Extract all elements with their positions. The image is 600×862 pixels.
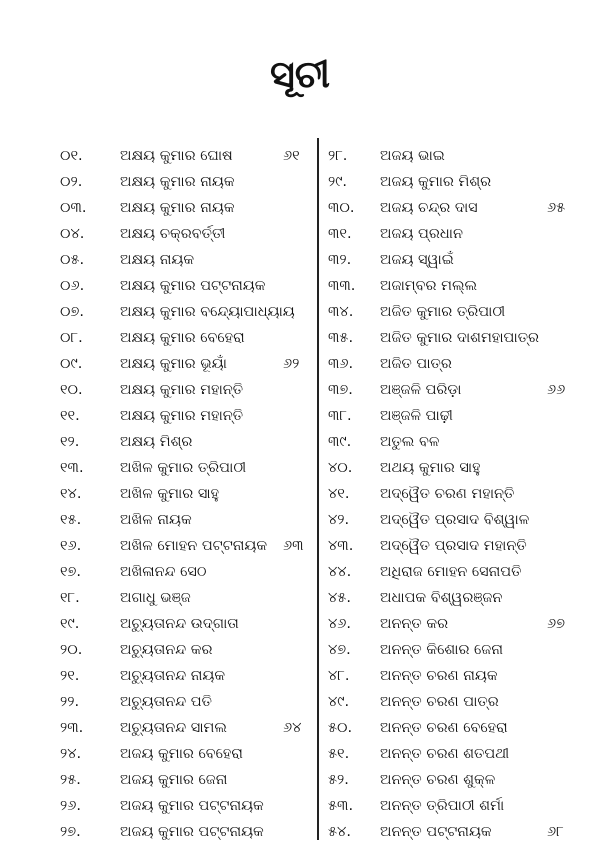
index-entry — [320, 247, 600, 273]
entry-name: ଅଜୟ ଚନ୍ଦ୍ର ଦାସ — [380, 200, 478, 216]
entry-num: ୫୪. — [328, 824, 351, 840]
index-entry — [320, 481, 600, 507]
entry-num: ୩୮. — [328, 408, 352, 424]
entry-name: ଅଚ୍ୟୁତାନନ୍ଦ ସାମଲ — [120, 720, 227, 736]
index-entry — [320, 585, 600, 611]
index-entry — [0, 767, 316, 793]
entry-num: ୪୯. — [328, 694, 350, 710]
entry-name: ଅକ୍ଷୟ କୁମାର ମହାନ୍ତି — [120, 408, 244, 424]
entry-name: ଅଜିତ କୁମାର ତ୍ରିପାଠୀ — [380, 304, 506, 320]
index-entry — [0, 351, 316, 377]
index-entry — [0, 325, 316, 351]
index-entry — [320, 559, 600, 585]
index-entry — [0, 377, 316, 403]
entry-num: ୪୪. — [328, 564, 352, 580]
entry-num: ୧୬. — [60, 538, 82, 554]
index-entry — [320, 715, 600, 741]
entry-name: ଅଜୟ କୁମାର ବେହେରା — [120, 746, 243, 762]
entry-num: ୫୦. — [328, 720, 353, 736]
entry-name: ଅନନ୍ତ ତ୍ରିପାଠୀ ଶର୍ମା — [380, 798, 505, 814]
entry-name: ଅକ୍ଷୟ କୁମାର ଭୂୟାଁ — [120, 356, 227, 372]
entry-num: ୧୨. — [60, 434, 80, 450]
entry-name: ଅଖିଳ କୁମାର ସାହୁ — [120, 486, 220, 502]
index-entry — [0, 559, 316, 585]
entry-name: ଅଚ୍ୟୁତାନନ୍ଦ ପତି — [120, 694, 212, 710]
entry-name: ଅକ୍ଷୟ ଚକ୍ରବର୍ତ୍ତୀ — [120, 226, 226, 242]
index-entry — [320, 325, 600, 351]
page-title: ସୂଚୀ — [269, 52, 331, 96]
entry-num: ୨୬. — [60, 798, 81, 814]
entry-num: ୦୩. — [60, 200, 87, 216]
index-entry — [0, 507, 316, 533]
index-entry — [320, 767, 600, 793]
index-entry — [320, 507, 600, 533]
entry-name: ଅନନ୍ତ ପଟ୍ଟନାୟକ — [380, 824, 492, 840]
entry-name: ଅକ୍ଷୟ କୁମାର ନାୟକ — [120, 174, 235, 190]
entry-name: ଅଜୟ ସ୍ୱାଇଁ — [380, 252, 454, 268]
index-entry — [0, 611, 316, 637]
entry-num: ୦୬. — [60, 278, 85, 294]
index-entry — [320, 351, 600, 377]
index-entry — [0, 715, 316, 741]
index-entry — [0, 455, 316, 481]
entry-num: ୩୬. — [328, 356, 354, 372]
entry-num: ୧୭. — [60, 564, 82, 580]
column-divider — [317, 138, 319, 840]
index-entry — [0, 819, 316, 845]
entry-num: ୨୨. — [60, 694, 80, 710]
index-entry — [0, 585, 316, 611]
entry-name: ଅଥୟ କୁମାର ସାହୁ — [380, 460, 481, 476]
entry-num: ୧୯. — [60, 616, 80, 632]
index-entry — [0, 481, 316, 507]
entry-name: ଅଧାପକ ବିଶ୍ୱରଞ୍ଜନ — [380, 590, 503, 606]
index-entry — [0, 429, 316, 455]
index-entry — [320, 533, 600, 559]
index-entry — [0, 533, 316, 559]
entry-name: ଅଜିତ କୁମାର ଦାଶମହାପାତ୍ର — [380, 330, 540, 346]
right-column — [320, 143, 600, 845]
index-entry — [320, 429, 600, 455]
entry-page: ୬୬ — [547, 382, 566, 398]
entry-page: ୬୭ — [547, 616, 565, 632]
entry-num: ୨୮. — [328, 148, 348, 164]
entry-num: ୪୦. — [328, 460, 353, 476]
index-entry — [320, 663, 600, 689]
index-entry — [320, 637, 600, 663]
entry-num: ୩୦. — [328, 200, 355, 216]
entry-name: ଅଞ୍ଜଳି ପାଢ଼ୀ — [380, 408, 453, 424]
entry-page: ୬୨ — [283, 356, 300, 372]
entry-num: ୫୨. — [328, 772, 349, 788]
entry-name: ଅତୁଲ ବଳ — [380, 434, 440, 450]
entry-name: ଅଚ୍ୟୁତାନନ୍ଦ ନାୟକ — [120, 668, 226, 684]
entry-num: ୧୫. — [60, 512, 82, 528]
entry-page: ୬୩ — [283, 538, 304, 554]
entry-name: ଅଦ୍ୱୈତ ଚରଣ ମହାନ୍ତି — [380, 486, 515, 502]
index-entry — [0, 403, 316, 429]
entry-num: ୧୩. — [60, 460, 84, 476]
entry-name: ଅଖିଳାନନ୍ଦ ସେଠ — [120, 564, 207, 580]
entry-num: ୩୯. — [328, 434, 352, 450]
entry-name: ଅକ୍ଷୟ କୁମାର ମହାନ୍ତି — [120, 382, 244, 398]
entry-name: ଅକ୍ଷୟ କୁମାର ବେହେରା — [120, 330, 245, 346]
entry-name: ଅଜାମ୍ବର ମଲ୍ଲ — [380, 278, 478, 294]
index-entry — [0, 247, 316, 273]
entry-num: ୪୬. — [328, 616, 352, 632]
entry-name: ଅଦ୍ୱୈତ ପ୍ରସାଦ ବିଶ୍ୱାଳ — [380, 512, 530, 528]
entry-num: ୪୭. — [328, 642, 351, 658]
entry-num: ୦୪. — [60, 226, 85, 242]
entry-num: ୦୭. — [60, 304, 84, 320]
index-entry — [320, 689, 600, 715]
entry-name: ଅନନ୍ତ ଚରଣ ଶତପଥୀ — [380, 746, 510, 762]
index-entry — [0, 299, 316, 325]
entry-num: ୨୪. — [60, 746, 82, 762]
entry-name: ଅକ୍ଷୟ ନାୟକ — [120, 252, 195, 268]
index-entry — [320, 819, 600, 845]
entry-name: ଅକ୍ଷୟ କୁମାର ନାୟକ — [120, 200, 235, 216]
entry-num: ୩୪. — [328, 304, 354, 320]
index-entry — [320, 299, 600, 325]
entry-name: ଅକ୍ଷୟ କୁମାର ପଟ୍ଟନାୟକ — [120, 278, 266, 294]
entry-name: ଅନନ୍ତ ଚରଣ ନାୟକ — [380, 668, 498, 684]
entry-num: ୧୪. — [60, 486, 82, 502]
index-entry — [0, 793, 316, 819]
entry-name: ଅଚ୍ୟୁତାନନ୍ଦ କର — [120, 642, 213, 658]
entry-num: ୦୯. — [60, 356, 83, 372]
entry-name: ଅଜୟ କୁମାର ଜେନା — [120, 772, 228, 788]
entry-name: ଅଧିରାଜ ମୋହନ ସେନାପତି — [380, 564, 522, 580]
entry-name: ଅଜିତ ପାତ୍ର — [380, 356, 452, 372]
entry-num: ୧୧. — [60, 408, 80, 424]
index-entry — [320, 793, 600, 819]
entry-name: ଅଖିଳ ନାୟକ — [120, 512, 192, 528]
index-entry — [320, 403, 600, 429]
entry-num: ୩୨. — [328, 252, 352, 268]
entry-name: ଅଖିଳ ମୋହନ ପଟ୍ଟନାୟକ — [120, 538, 268, 554]
entry-num: ୨୭. — [60, 824, 81, 840]
left-column — [0, 143, 316, 845]
entry-name: ଅଜୟ କୁମାର ମିଶ୍ର — [380, 174, 492, 190]
index-entry — [0, 273, 316, 299]
index-entry — [320, 143, 600, 169]
entry-name: ଅଜୟ ଭାଇ — [380, 148, 445, 164]
entry-num: ୨୧. — [60, 668, 80, 684]
entry-name: ଅନନ୍ତ ଚରଣ ଶୁକ୍ଳ — [380, 772, 496, 788]
index-entry — [0, 663, 316, 689]
index-entry — [320, 455, 600, 481]
entry-page: ୬୫ — [547, 200, 566, 216]
index-entry — [320, 611, 600, 637]
entry-num: ୨୩. — [60, 720, 84, 736]
entry-num: ୧୮. — [60, 590, 80, 606]
entry-num: ୦୨. — [60, 174, 83, 190]
entry-num: ୪୨. — [328, 512, 350, 528]
entry-num: ୦୫. — [60, 252, 85, 268]
entry-name: ଅନନ୍ତ କର — [380, 616, 449, 632]
index-entry — [0, 637, 316, 663]
entry-num: ୩୭. — [328, 382, 353, 398]
entry-num: ୦୧. — [60, 148, 83, 164]
entry-name: ଅକ୍ଷୟ କୁମାର ଘୋଷ — [120, 148, 233, 164]
index-entry — [0, 169, 316, 195]
entry-name: ଅଚ୍ୟୁତାନନ୍ଦ ଉଦ୍‌ଗାତା — [120, 616, 239, 632]
index-entry — [0, 143, 316, 169]
entry-name: ଅଜୟ କୁମାର ପଟ୍ଟନାୟକ — [120, 824, 264, 840]
index-entry — [0, 689, 316, 715]
entry-name: ଅକ୍ଷୟ ମିଶ୍ର — [120, 434, 193, 450]
entry-num: ୪୫. — [328, 590, 351, 606]
entry-num: ୫୧. — [328, 746, 350, 762]
index-entry — [320, 377, 600, 403]
index-entry — [320, 169, 600, 195]
index-entry — [320, 273, 600, 299]
entry-name: ଅଜୟ କୁମାର ପଟ୍ଟନାୟକ — [120, 798, 264, 814]
index-entry — [0, 741, 316, 767]
index-entry — [320, 741, 600, 767]
entry-name: ଅଗାଧୁ ଭଞ୍ଜ — [120, 590, 191, 606]
index-entry — [0, 195, 316, 221]
entry-num: ୪୧. — [328, 486, 350, 502]
index-entry — [320, 195, 600, 221]
entry-num: ୩୩. — [328, 278, 356, 294]
entry-num: ୪୮. — [328, 668, 350, 684]
index-entry — [320, 221, 600, 247]
entry-page: ୬୧ — [283, 148, 300, 164]
entry-num: ୫୩. — [328, 798, 354, 814]
entry-num: ୨୦. — [60, 642, 83, 658]
entry-num: ୩୧. — [328, 226, 352, 242]
entry-page: ୬୪ — [283, 720, 302, 736]
index-entry — [0, 221, 316, 247]
entry-name: ଅନନ୍ତ କିଶୋର ଜେନା — [380, 642, 503, 658]
entry-num: ୨୫. — [60, 772, 81, 788]
entry-page: ୬୮ — [547, 824, 564, 840]
entry-name: ଅଖିଳ କୁମାର ତ୍ରିପାଠୀ — [120, 460, 247, 476]
entry-name: ଅଜୟ ପ୍ରଧାନ — [380, 226, 463, 242]
entry-num: ୩୫. — [328, 330, 354, 346]
entry-num: ୦୮. — [60, 330, 83, 346]
entry-name: ଅଦ୍ୱୈତ ପ୍ରସାଦ ମହାନ୍ତି — [380, 538, 527, 554]
entry-num: ୧୦. — [60, 382, 83, 398]
entry-name: ଅଞ୍ଜଳି ପରିଡ଼ା — [380, 382, 462, 398]
entry-num: ୨୯. — [328, 174, 348, 190]
entry-num: ୪୩. — [328, 538, 354, 554]
entry-name: ଅନନ୍ତ ଚରଣ ବେହେରା — [380, 720, 508, 736]
entry-name: ଅନନ୍ତ ଚରଣ ପାତ୍ର — [380, 694, 499, 710]
entry-name: ଅକ୍ଷୟ କୁମାର ବନ୍ଦ୍ୟୋପାଧ୍ୟାୟ — [120, 304, 295, 320]
